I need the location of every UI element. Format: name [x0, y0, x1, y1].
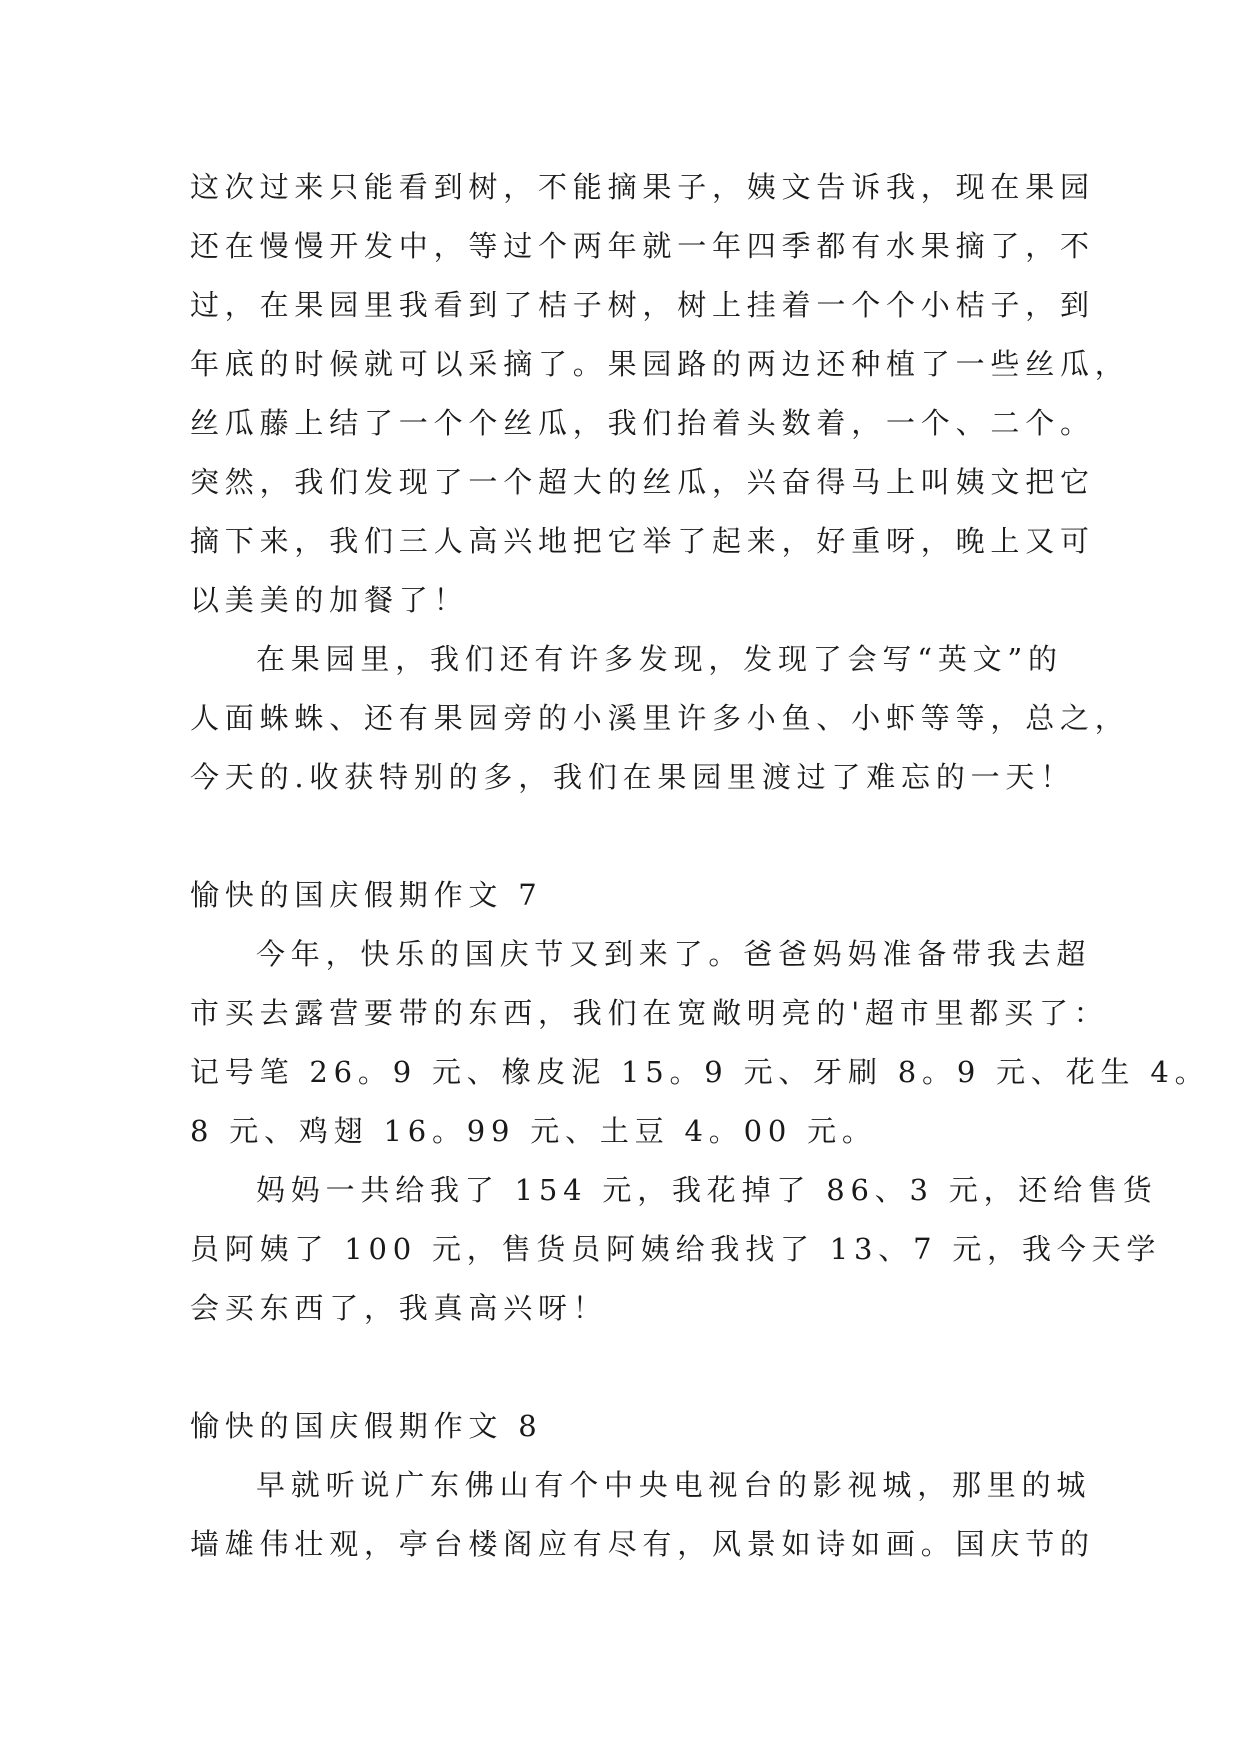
text-line: 突然，我们发现了一个超大的丝瓜，兴奋得马上叫姨文把它: [190, 465, 1095, 499]
text-line: 墙雄伟壮观，亭台楼阁应有尽有，风景如诗如画。国庆节的: [190, 1527, 1095, 1561]
text-line: 记号笔 26。9 元、橡皮泥 15。9 元、牙刷 8。9 元、花生 4。: [190, 1055, 1210, 1089]
text-line: 以美美的加餐了！: [190, 583, 469, 617]
essay-7-paragraph-1: [190, 925, 1210, 1161]
text-line: 今天的.收获特别的多，我们在果园里渡过了难忘的一天！: [190, 760, 1076, 794]
essay-7-title: 愉快的国庆假期作文 7: [190, 878, 543, 912]
essay-8-paragraph-1: [190, 1456, 1095, 1574]
text-line: 早就听说广东佛山有个中央电视台的影视城，那里的城: [256, 1468, 1092, 1502]
text-line: 员阿姨了 100 元，售货员阿姨给我找了 13、7 元，我今天学: [190, 1232, 1162, 1266]
essay-8-title: 愉快的国庆假期作文 8: [190, 1409, 543, 1443]
text-line: 摘下来，我们三人高兴地把它举了起来，好重呀，晚上又可: [190, 524, 1095, 558]
section-gap: [190, 807, 1060, 866]
text-line: 丝瓜藤上结了一个个丝瓜，我们抬着头数着，一个、二个。: [190, 406, 1095, 440]
document-body: [190, 158, 1210, 1574]
text-line: 今年，快乐的国庆节又到来了。爸爸妈妈准备带我去超: [256, 937, 1092, 971]
text-line: 过，在果园里我看到了桔子树，树上挂着一个个小桔子，到: [190, 288, 1095, 322]
paragraph-orchard: [190, 158, 1130, 630]
text-line: 市买去露营要带的东西，我们在宽敞明亮的'超市里都买了：: [190, 996, 1109, 1030]
text-line: 在果园里，我们还有许多发现，发现了会写“英文”的: [256, 642, 1063, 676]
section-gap: [190, 1338, 1060, 1397]
text-line: 还在慢慢开发中，等过个两年就一年四季都有水果摘了，不: [190, 229, 1095, 263]
text-line: 会买东西了，我真高兴呀！: [190, 1291, 608, 1325]
text-line: 妈妈一共给我了 154 元，我花掉了 86、3 元，还给售货: [256, 1173, 1158, 1207]
text-line: 人面蛛蛛、还有果园旁的小溪里许多小鱼、小虾等等，总之，: [190, 701, 1130, 735]
text-line: 8 元、鸡翅 16。99 元、土豆 4。00 元。: [190, 1114, 877, 1148]
text-line: 这次过来只能看到树，不能摘果子，姨文告诉我，现在果园: [190, 170, 1095, 204]
text-line: 年底的时候就可以采摘了。果园路的两边还种植了一些丝瓜，: [190, 347, 1130, 381]
essay-7-paragraph-2: [190, 1161, 1162, 1338]
paragraph-harvest: [190, 630, 1130, 807]
